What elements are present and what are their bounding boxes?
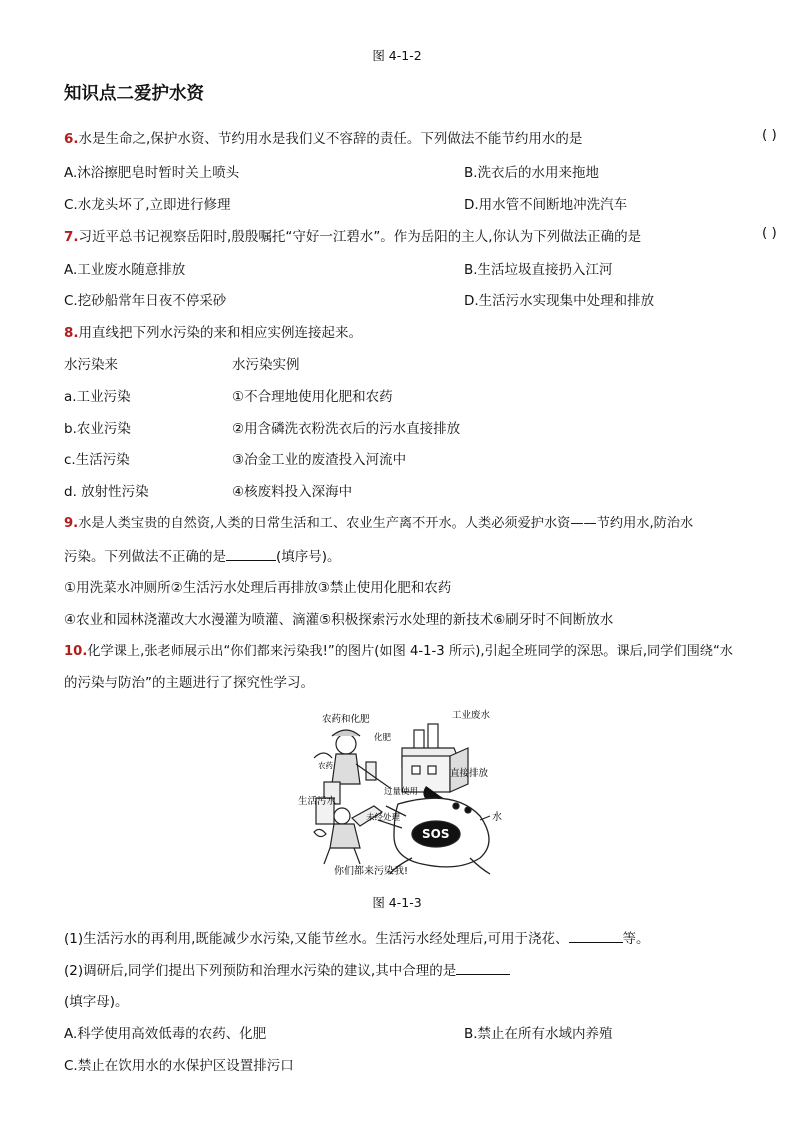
option-c: C.水龙头坏了,立即进行修理 [64,197,231,213]
options-row [64,1022,744,1042]
option-a: A.沐浴擦肥皂时暂时关上喷头 [64,165,240,181]
label-water: 水 [492,812,502,823]
label-domestic: 生活污水 [298,796,337,807]
option-d: D.用水管不间断地冲洗汽车 [464,197,628,213]
match-right-item: ④核废料投入深海中 [232,484,353,500]
question-text: (2)调研后,同学们提出下列预防和治理水污染的建议,其中合理的是 [64,963,457,979]
answer-paren: ( ) [762,127,777,143]
option-c: C.禁止在饮用水的水保护区设置排污口 [64,1058,294,1074]
label-nongyao: 农药 [318,761,333,770]
option-b: B.洗衣后的水用来拖地 [464,165,600,181]
label-caption: 你们都来污染我! [334,866,409,877]
question-8 [64,321,362,341]
match-right-item: ③冶金工业的废渣投入河流中 [232,452,407,468]
question-6 [64,127,777,147]
label-huafei: 化肥 [374,733,392,743]
pollution-drawing [294,708,506,880]
options-row [64,258,744,278]
answer-blank[interactable] [569,930,623,943]
sub-question-2-tail: (填字母)。 [64,994,129,1010]
answer-paren: ( ) [762,225,777,241]
match-left-item: a.工业污染 [64,389,131,405]
match-header-left: 水污染来 [64,357,118,373]
option-b: B.生活垃圾直接扔入江河 [464,262,613,278]
match-right-item: ②用含磷洗衣粉洗衣后的污水直接排放 [232,421,461,437]
option-b: B.禁止在所有水域内养殖 [464,1026,613,1042]
question-text: 等。 [622,931,650,947]
question-number: 10. [64,644,88,659]
question-number: 9. [64,516,79,531]
question-text: 水是生命之,保护水资、节约用水是我们义不容辞的责任。下列做法不能节约用水的是 [78,131,583,147]
question-9-items: ④农业和园林浇灌改大水漫灌为喷灌、滴灌⑤积极探索污水处理的新技术⑥刷牙时不间断放水 [64,612,614,628]
question-text: 习近平总书记视察岳阳时,殷殷嘱托“守好一江碧水”。作为岳阳的主人,你认为下列做法正确的是 [78,229,642,245]
question-text: (1)生活污水的再利用,既能减少水污染,又能节丝水。生活污水经处理后,可用于浇花、 [64,931,569,947]
option-d: D.生活污水实现集中处理和排放 [464,293,655,309]
question-10 [64,640,733,659]
pollution-illustration [294,708,506,880]
label-sos: SOS [422,827,450,841]
options-row [64,289,744,309]
sub-question-1 [64,927,650,947]
figure-caption-4-1-2: 图 4-1-2 [372,48,422,63]
match-left-item: d. 放射性污染 [64,484,149,500]
answer-blank[interactable] [226,548,276,561]
options-row [64,161,744,181]
option-a: A.工业废水随意排放 [64,262,186,278]
question-number: 7. [64,229,79,245]
question-text: 水是人类宝贵的自然资,人类的日常生活和工、农业生产离不开水。人类必须爱护水资——节约用水,防治水 [78,516,694,531]
option-c: C.挖砂船常年日夜不停采砂 [64,293,227,309]
label-direct: 直接排放 [450,768,489,779]
match-header-right: 水污染实例 [232,357,300,373]
question-9 [64,512,693,531]
question-number: 8. [64,325,79,341]
question-text: 污染。下列做法不正确的是 [64,549,226,565]
question-9-items: ①用洗菜水冲厕所②生活污水处理后再排放③禁止使用化肥和农药 [64,580,452,596]
question-7 [64,225,777,245]
options-row [64,193,744,213]
figure-caption-4-1-3: 图 4-1-3 [372,895,422,910]
option-a: A.科学使用高效低毒的农药、化肥 [64,1026,267,1042]
match-left-item: c.生活污染 [64,452,130,468]
sub-question-2 [64,959,510,979]
answer-blank[interactable] [456,962,510,975]
match-left-item: b.农业污染 [64,421,131,437]
label-fertilizer: 农药和化肥 [322,714,370,725]
question-text: (填序号)。 [276,549,341,565]
factory-drawing [402,724,468,792]
question-10-line2: 的污染与防治”的主题进行了探究性学习。 [64,675,314,691]
section-title: 知识点二爱护水资 [64,84,204,104]
label-industrial: 工业废水 [452,710,491,721]
question-number: 6. [64,131,79,147]
question-text: 化学课上,张老师展示出“你们都来污染我!”的图片(如图 4-1-3 所示),引起全班同学的深思。课后,同学们围绕“水 [87,644,733,659]
label-overuse: 过量使用 [384,787,419,797]
question-text: 用直线把下列水污染的来和相应实例连接起来。 [78,325,363,341]
question-9-line2 [64,545,341,565]
label-untreated: 未经处理 [366,813,401,823]
match-right-item: ①不合理地使用化肥和农药 [232,389,393,405]
